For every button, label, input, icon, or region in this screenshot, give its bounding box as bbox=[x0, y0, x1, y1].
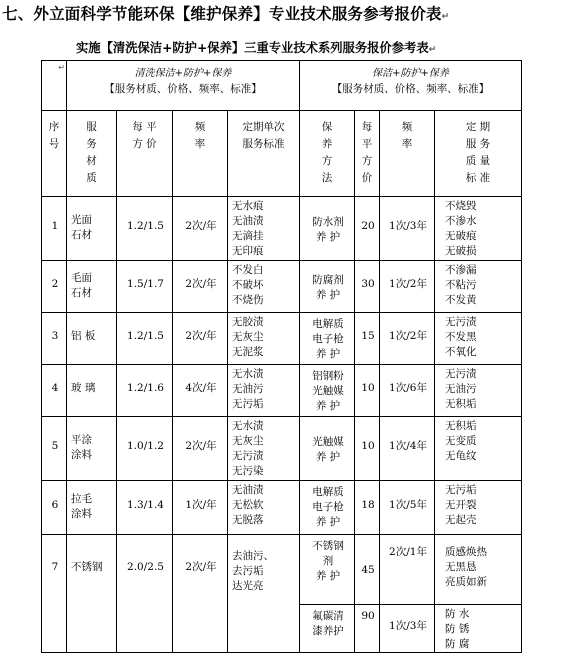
cell-line: 防水剂 bbox=[312, 216, 344, 228]
header-method: 保 养 方 法 bbox=[300, 111, 355, 197]
cell-material bbox=[67, 197, 117, 261]
header-price: 每 平 方 价 bbox=[117, 111, 173, 197]
cell-line: 养 护 bbox=[315, 451, 341, 463]
cell-line: 毛面 bbox=[71, 272, 92, 284]
cell-line: 不粘污 bbox=[445, 279, 477, 291]
cell-frequency2: 1次/6年 bbox=[380, 365, 435, 417]
cell-line: 光触媒 bbox=[312, 436, 344, 448]
header-frequency: 频 率 bbox=[173, 111, 228, 197]
header-price2: 每 平 方 价 bbox=[355, 111, 380, 197]
cell-line: 防 水 bbox=[445, 608, 470, 620]
cell-quality bbox=[435, 313, 522, 365]
cell-frequency: 2次/年 bbox=[173, 417, 228, 481]
table-row bbox=[42, 197, 522, 261]
cell-method bbox=[300, 417, 355, 481]
left-group-header: 清洗保洁+防护+保养 【服务材质、价格、频率、标准】 bbox=[67, 61, 300, 111]
cell-price2: 90 bbox=[355, 605, 380, 653]
cell-line: 防 锈 bbox=[445, 623, 470, 635]
cell-line: 无印痕 bbox=[232, 245, 264, 257]
cell-line: 无水渍 bbox=[232, 420, 264, 432]
cell-line: 无脱落 bbox=[232, 514, 264, 526]
cell-line: 光触媒 bbox=[312, 385, 344, 397]
cell-material bbox=[67, 481, 117, 535]
cell-line: 涂料 bbox=[71, 508, 92, 520]
cell-line: 无破痕 bbox=[445, 230, 477, 242]
table-row bbox=[42, 313, 522, 365]
cell-material bbox=[67, 261, 117, 313]
cell-frequency2: 1次/2年 bbox=[380, 313, 435, 365]
cell-material bbox=[67, 417, 117, 481]
cell-quality bbox=[435, 535, 522, 605]
header-standard: 定期单次 服务标准 bbox=[228, 111, 300, 197]
cell-frequency: 2次/年 bbox=[173, 197, 228, 261]
cell-line: 剂 bbox=[322, 555, 334, 567]
cell-standard bbox=[228, 417, 300, 481]
cell-price2: 30 bbox=[355, 261, 380, 313]
cell-line: 不烧伤 bbox=[232, 294, 264, 306]
cell-price2: 45 bbox=[355, 535, 380, 605]
cell-line: 石材 bbox=[71, 287, 92, 299]
cell-method bbox=[300, 605, 355, 653]
cell-line: 不发黑 bbox=[445, 331, 477, 343]
cell-line: 无油污 bbox=[232, 383, 264, 395]
cell-frequency2: 1次/3年 bbox=[380, 605, 435, 653]
cell-method bbox=[300, 261, 355, 313]
cell-line: 无油污 bbox=[445, 383, 477, 395]
cell-frequency: 2次/年 bbox=[173, 313, 228, 365]
cell-price: 1.0/1.2 bbox=[117, 417, 173, 481]
table-row bbox=[42, 261, 522, 313]
cell-frequency2: 1次/2年 bbox=[380, 261, 435, 313]
cell-line: 无灰尘 bbox=[232, 435, 264, 447]
cell-line: 质感焕热 bbox=[445, 546, 487, 558]
cell-price: 1.5/1.7 bbox=[117, 261, 173, 313]
cell-price: 1.2/1.5 bbox=[117, 313, 173, 365]
cell-quality bbox=[435, 481, 522, 535]
cell-quality bbox=[435, 417, 522, 481]
cell-quality bbox=[435, 365, 522, 417]
cell-line: 无松软 bbox=[232, 499, 264, 511]
cell-line: 电解质 bbox=[312, 318, 344, 330]
cell-line: 无污垢 bbox=[445, 484, 477, 496]
cell-standard bbox=[228, 365, 300, 417]
cell-price2: 20 bbox=[355, 197, 380, 261]
cell-standard bbox=[228, 313, 300, 365]
cell-seq: 5 bbox=[42, 417, 67, 481]
cell-line: 无水痕 bbox=[232, 200, 264, 212]
header-seq: 序 号 bbox=[42, 111, 67, 197]
cell-line: 无滴挂 bbox=[232, 230, 264, 242]
cell-line: 电子枪 bbox=[312, 333, 344, 345]
cell-line: 无污渍 bbox=[445, 316, 477, 328]
cell-line: 铝 板 bbox=[71, 330, 96, 342]
cell-line: 电解质 bbox=[312, 486, 344, 498]
cell-standard bbox=[228, 535, 300, 653]
cell-material bbox=[67, 365, 117, 417]
column-header-row bbox=[42, 111, 522, 197]
cell-price2: 10 bbox=[355, 417, 380, 481]
cell-line: 无污垢 bbox=[232, 398, 264, 410]
cell-line: 漆养护 bbox=[312, 625, 344, 637]
cell-price2: 15 bbox=[355, 313, 380, 365]
table-row bbox=[42, 481, 522, 535]
cell-line: 无胶渍 bbox=[232, 316, 264, 328]
cell-price: 1.2/1.6 bbox=[117, 365, 173, 417]
cell-line: 不破坏 bbox=[232, 279, 264, 291]
cell-line: 无积垢 bbox=[445, 420, 477, 432]
cell-line: 不渗水 bbox=[445, 215, 477, 227]
cell-method bbox=[300, 535, 355, 605]
cell-line: 无积垢 bbox=[445, 398, 477, 410]
cell-line: 不锈钢 bbox=[71, 561, 103, 573]
cell-price: 1.2/1.5 bbox=[117, 197, 173, 261]
cell-line: 无开裂 bbox=[445, 499, 477, 511]
cell-line: 电子枪 bbox=[312, 501, 344, 513]
table-row bbox=[42, 417, 522, 481]
cell-line: 不氧化 bbox=[445, 346, 477, 358]
cell-method bbox=[300, 481, 355, 535]
header-frequency2: 频 率 bbox=[380, 111, 435, 197]
cell-material bbox=[67, 535, 117, 653]
cell-method bbox=[300, 313, 355, 365]
cell-line: 无油渍 bbox=[232, 484, 264, 496]
cell-line: 养 护 bbox=[315, 516, 341, 528]
cell-standard bbox=[228, 261, 300, 313]
cell-line: 无变质 bbox=[445, 435, 477, 447]
cell-frequency: 2次/年 bbox=[173, 261, 228, 313]
cell-frequency: 2次/年 bbox=[173, 535, 228, 653]
cell-seq: 4 bbox=[42, 365, 67, 417]
table-subtitle: 实施【清洗保洁+防护+保养】三重专业技术系列服务报价参考表↵ bbox=[76, 41, 437, 55]
cell-seq: 6 bbox=[42, 481, 67, 535]
cell-line: 无污渍 bbox=[445, 368, 477, 380]
cell-method bbox=[300, 365, 355, 417]
cell-frequency2: 1次/3年 bbox=[380, 197, 435, 261]
price-table bbox=[41, 60, 522, 653]
cell-seq: 2 bbox=[42, 261, 67, 313]
cell-line: 无污染 bbox=[232, 465, 264, 477]
cell-frequency2: 1次/5年 bbox=[380, 481, 435, 535]
cell-quality bbox=[435, 261, 522, 313]
cell-line: 养 护 bbox=[315, 231, 341, 243]
cell-price: 1.3/1.4 bbox=[117, 481, 173, 535]
cell-line: 养 护 bbox=[315, 289, 341, 301]
cell-line: 无污渍 bbox=[232, 450, 264, 462]
cell-method bbox=[300, 197, 355, 261]
cell-line: 无龟纹 bbox=[445, 450, 477, 462]
cell-line: 不锈钢 bbox=[312, 540, 344, 552]
cell-seq: 3 bbox=[42, 313, 67, 365]
cell-price2: 18 bbox=[355, 481, 380, 535]
cell-price: 2.0/2.5 bbox=[117, 535, 173, 653]
cell-line: 养 护 bbox=[315, 400, 341, 412]
cell-line: 无灰尘 bbox=[232, 331, 264, 343]
cell-line: 拉毛 bbox=[71, 493, 92, 505]
cell-line: 防 腐 bbox=[445, 638, 470, 650]
cell-line: 无泥浆 bbox=[232, 346, 264, 358]
table-row bbox=[42, 535, 522, 605]
cell-line: 无黑恳 bbox=[445, 561, 477, 573]
cell-line: 不发白 bbox=[232, 264, 264, 276]
cell-line: 无油渍 bbox=[232, 215, 264, 227]
cell-line: 达光亮 bbox=[232, 580, 264, 592]
cell-line: 石材 bbox=[71, 229, 92, 241]
cell-line: 平涂 bbox=[71, 434, 92, 446]
page-title: 七、外立面科学节能环保【维护保养】专业技术服务参考报价表↵ bbox=[2, 5, 450, 23]
cell-line: 铝钢粉 bbox=[312, 370, 344, 382]
cell-line: 无起壳 bbox=[445, 514, 477, 526]
cell-line: 无破损 bbox=[445, 245, 477, 257]
cell-standard bbox=[228, 197, 300, 261]
cell-line: 氟碳清 bbox=[312, 610, 344, 622]
group-header-row: ↵ 清洗保洁+防护+保养 【服务材质、价格、频率、标准】 保洁+防护+保养 【服务材质、价格、频率、标准】 bbox=[42, 61, 522, 111]
cell-line: 养 护 bbox=[315, 348, 341, 360]
cell-line: 不烧毁 bbox=[445, 200, 477, 212]
cell-material bbox=[67, 313, 117, 365]
cell-line: 光面 bbox=[71, 214, 92, 226]
cell-quality bbox=[435, 197, 522, 261]
header-quality: 定 期 服 务 质 量 标 准 bbox=[435, 111, 522, 197]
right-group-header: 保洁+防护+保养 【服务材质、价格、频率、标准】 bbox=[300, 61, 522, 111]
cell-frequency: 4次/年 bbox=[173, 365, 228, 417]
cell-frequency: 1次/年 bbox=[173, 481, 228, 535]
cell-line: 无水渍 bbox=[232, 368, 264, 380]
cell-frequency2: 1次/4年 bbox=[380, 417, 435, 481]
cell-price2: 10 bbox=[355, 365, 380, 417]
cell-line: 玻 璃 bbox=[71, 382, 96, 394]
cell-line: 涂料 bbox=[71, 449, 92, 461]
cell-seq: 7 bbox=[42, 535, 67, 653]
cell-seq: 1 bbox=[42, 197, 67, 261]
cell-line: 去油污、 bbox=[232, 550, 274, 562]
table-row bbox=[42, 365, 522, 417]
header-material: 服 务 材 质 bbox=[67, 111, 117, 197]
cell-line: 养 护 bbox=[315, 570, 341, 582]
cell-quality bbox=[435, 605, 522, 653]
cell-line: 不发黄 bbox=[445, 294, 477, 306]
cell-standard bbox=[228, 481, 300, 535]
cell-frequency2: 2次/1年 bbox=[380, 535, 435, 605]
cell-line: 去污垢 bbox=[232, 565, 264, 577]
cell-line: 不渗漏 bbox=[445, 264, 477, 276]
cell-line: 亮质如新 bbox=[445, 576, 487, 588]
cell-line: 防腐剂 bbox=[312, 274, 344, 286]
